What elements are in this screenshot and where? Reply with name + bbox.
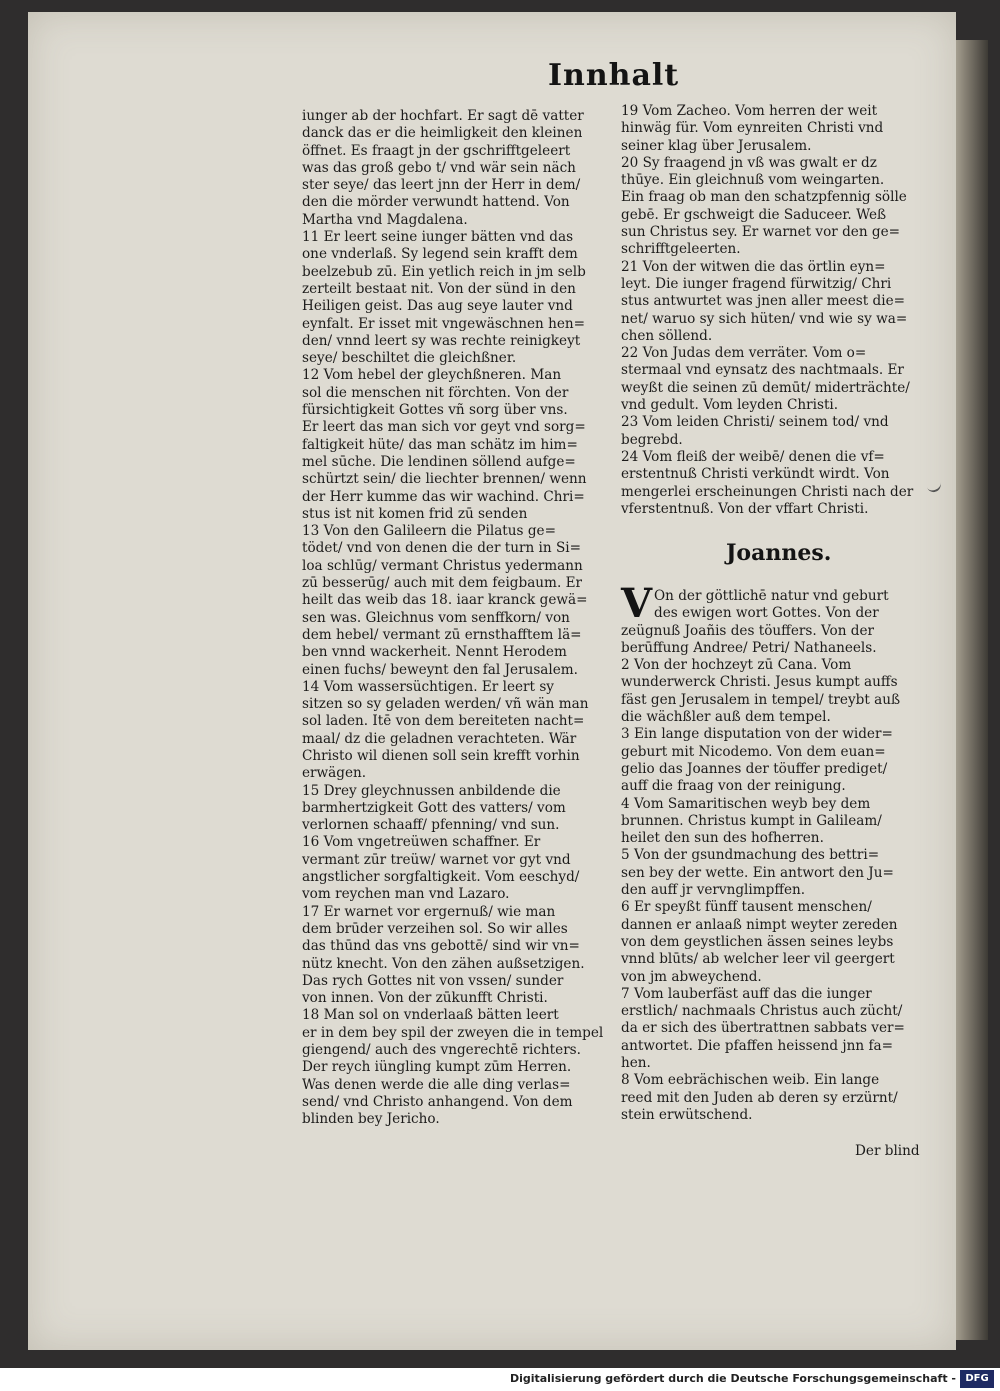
joannes-contents-block xyxy=(621,580,934,1124)
text-line: Der reych iüngling kumpt zūm Herren. xyxy=(302,1059,572,1076)
text-line: Martha vnd Magdalena. xyxy=(302,211,468,228)
text-line: iunger ab der hochfart. Er sagt dē vatter xyxy=(302,108,584,124)
text-line: 23 Vom leiden Christi/ seinem tod/ vnd xyxy=(621,414,889,431)
running-head: Innhalt xyxy=(548,58,680,93)
text-line: stein erwütschend. xyxy=(621,1106,753,1123)
text-line: sol die menschen nit förchten. Von der xyxy=(302,384,569,401)
text-line: 2 Von der hochzeyt zū Cana. Vom xyxy=(621,657,852,674)
text-line: stus antwurtet was jnen aller meest die= xyxy=(621,293,906,310)
text-line: 20 Sy fraagend jn vß was gwalt er dz xyxy=(621,154,877,171)
text-line: zeügnuß Joañis des töuffers. Von der xyxy=(621,622,875,639)
text-line: von jm abweychend. xyxy=(621,968,762,985)
text-line: 12 Vom hebel der gleychßneren. Man xyxy=(302,367,562,384)
drop-capital: V xyxy=(621,580,653,627)
text-line: tödet/ vnd von denen die der turn in Si= xyxy=(302,540,582,557)
text-line: fürsichtigkeit Gottes vñ sorg über vns. xyxy=(302,402,568,419)
text-line: seye/ beschiltet die gleichßner. xyxy=(302,350,517,367)
text-line: den/ vnnd leert sy was rechte reinigkeyt xyxy=(302,332,581,349)
text-line: send/ vnd Christo anhangend. Von dem xyxy=(302,1093,573,1110)
text-line: hinwäg für. Vom eynreiten Christi vnd xyxy=(621,120,884,137)
text-line: 8 Vom eebrächischen weib. Ein lange xyxy=(621,1072,880,1089)
text-line: Christo wil dienen soll sein krefft vorhin xyxy=(302,747,580,764)
text-line: öffnet. Es fraagt jn der gschrifftgeleert xyxy=(302,142,571,159)
text-line: der Herr kumme das wir wachind. Chri= xyxy=(302,488,585,505)
text-line: leyt. Die iunger fragend fürwitzig/ Chri xyxy=(621,275,892,292)
text-line: er in dem bey spil der zweyen die in tempel xyxy=(302,1024,604,1041)
text-line: brunnen. Christus kumpt in Galileam/ xyxy=(621,812,882,829)
text-line: dem hebel/ vermant zū ernsthafftem lä= xyxy=(302,626,582,643)
text-line: blinden bey Jericho. xyxy=(302,1111,440,1128)
text-line: 19 Vom Zacheo. Vom herren der weit xyxy=(621,103,878,119)
text-line: geburt mit Nicodemo. Von dem euan= xyxy=(621,743,886,760)
text-line: seiner klag über Jerusalem. xyxy=(621,137,812,154)
right-text-column xyxy=(621,103,934,518)
text-line: barmhertzigkeit Gott des vatters/ vom xyxy=(302,799,566,816)
text-line: Was denen werde die alle ding verlas= xyxy=(302,1076,571,1093)
text-line: erstentnuß Christi verkündt wirdt. Von xyxy=(621,466,890,483)
text-line: gebē. Er gschweigt die Saduceer. Weß xyxy=(621,206,887,223)
text-line: des ewigen wort Gottes. Von der xyxy=(654,605,879,622)
text-line: 13 Von den Galileern die Pilatus ge= xyxy=(302,523,556,540)
text-line: 21 Von der witwen die das örtlin eyn= xyxy=(621,258,886,275)
text-line: sen was. Gleichnus vom senffkorn/ von xyxy=(302,609,570,626)
text-line: was das groß gebo t/ vnd wär sein näch xyxy=(302,159,576,176)
funding-notice: Digitalisierung gefördert durch die Deutsche Forschungsgemeinschaft - xyxy=(509,1372,956,1385)
text-line: weyßt die seinen zū demūt/ miderträchte/ xyxy=(621,379,910,396)
text-line: Er leert das man sich vor geyt vnd sorg= xyxy=(302,419,586,436)
text-line: den die mörder verwundt hattend. Von xyxy=(302,194,570,211)
text-line: vermant zūr treüw/ warnet vor gyt vnd xyxy=(302,851,571,868)
text-line: 24 Vom fleiß der weibē/ denen die vf= xyxy=(621,448,885,465)
text-line: dem brūder verzeihen sol. So wir alles xyxy=(302,920,568,937)
text-line: mel sūche. Die lendinen söllend aufge= xyxy=(302,453,576,470)
digitization-footer xyxy=(0,1368,1000,1391)
text-line: giengend/ auch des vngerechtē richters. xyxy=(302,1042,581,1059)
left-text-column xyxy=(302,108,607,1129)
text-line: gelio das Joannes der töuffer prediget/ xyxy=(621,760,888,777)
text-line: den auff jr vervnglimpffen. xyxy=(621,882,806,899)
text-line: vferstentnuß. Von der vffart Christi. xyxy=(621,500,869,517)
text-line: reed mit den Juden ab deren sy erzürnt/ xyxy=(621,1089,898,1106)
text-line: 17 Er warnet vor ergernuß/ wie man xyxy=(302,903,556,920)
text-line: 7 Vom lauberfäst auff das die iunger xyxy=(621,985,872,1002)
text-line: heilet den sun des hofherren. xyxy=(621,830,824,847)
text-line: Ein fraag ob man den schatzpfennig sölle xyxy=(621,189,907,206)
catchword: Der blind xyxy=(855,1143,920,1159)
text-line: begrebd. xyxy=(621,431,683,448)
text-line: eynfalt. Er isset mit vngewäschnen hen= xyxy=(302,315,586,332)
text-line: 5 Von der gsundmachung des bettri= xyxy=(621,847,880,864)
text-line: dannen er anlaaß nimpt weyter zereden xyxy=(621,916,898,933)
text-line: danck das er die heimligkeit den kleinen xyxy=(302,125,583,142)
text-line: beelzebub zū. Ein yetlich reich in jm selb xyxy=(302,263,586,280)
text-line: 4 Vom Samaritischen weyb bey dem xyxy=(621,795,871,812)
text-line: zū besserūg/ auch mit dem feigbaum. Er xyxy=(302,575,583,592)
text-line: 14 Vom wassersüchtigen. Er leert sy xyxy=(302,678,554,695)
text-line: verlornen schaaff/ pfenning/ vnd sun. xyxy=(302,817,560,834)
text-line: zerteilt bestaat nit. Von der sünd in den xyxy=(302,280,576,297)
text-line: sun Christus sey. Er warnet vor den ge= xyxy=(621,224,901,241)
text-line: schrifftgeleerten. xyxy=(621,241,741,258)
text-line: 16 Vom vngetreüwen schaffner. Er xyxy=(302,834,541,851)
text-line: schürtzt sein/ die liechter brennen/ wenn xyxy=(302,471,587,488)
text-line: stus ist nit komen frid zū senden xyxy=(302,505,528,522)
text-line: berūffung Andree/ Petri/ Nathaneels. xyxy=(621,639,877,656)
text-line: das thūnd das vns gebottē/ sind wir vn= xyxy=(302,938,580,955)
text-line: ben vnnd wackerheit. Nennt Herodem xyxy=(302,644,567,661)
text-line: heilt das weib das 18. iaar kranck gewä= xyxy=(302,592,588,609)
text-line: vnnd blūts/ ab welcher leer vil geergert xyxy=(621,951,895,968)
text-line: sen bey der wette. Ein antwort den Ju= xyxy=(621,864,894,881)
text-line: 11 Er leert seine iunger bätten vnd das xyxy=(302,229,574,246)
text-line: loa schlūg/ vermant Christus yedermann xyxy=(302,557,583,574)
text-line: 3 Ein lange disputation von der wider= xyxy=(621,726,893,743)
text-line: von dem geystlichen ässen seines leybs xyxy=(621,933,894,950)
text-line: 15 Drey gleychnussen anbildende die xyxy=(302,782,561,799)
dfg-logo: DFG xyxy=(960,1370,994,1388)
text-line: 6 Er speyßt fünff tausent menschen/ xyxy=(621,899,872,916)
text-line: antwortet. Die pfaffen heissend jnn fa= xyxy=(621,1037,893,1054)
text-line: Das rych Gottes nit von vssen/ sunder xyxy=(302,972,564,989)
text-line: maal/ dz die geladnen verachteten. Wär xyxy=(302,730,577,747)
text-line: sol laden. Itē von dem bereiteten nacht= xyxy=(302,713,585,730)
section-title: Joannes. xyxy=(726,540,832,566)
text-line: hen. xyxy=(621,1055,651,1072)
text-line: einen fuchs/ beweynt den fal Jerusalem. xyxy=(302,661,579,678)
text-line: chen söllend. xyxy=(621,327,713,344)
text-line: one vnderlaß. Sy legend sein krafft dem xyxy=(302,246,578,263)
text-line: die wächßler auß dem tempel. xyxy=(621,709,831,726)
text-line: 18 Man sol on vnderlaaß bätten leert xyxy=(302,1007,559,1024)
text-line: da er sich des übertrattnen sabbats ver= xyxy=(621,1020,905,1037)
text-line: ster seye/ das leert jnn der Herr in dem/ xyxy=(302,177,581,194)
text-line: faltigkeit hüte/ das man schätz im him= xyxy=(302,436,578,453)
text-line: stermaal vnd eynsatz des nachtmaals. Er xyxy=(621,362,904,379)
text-line: thūye. Ein gleichnuß vom weingarten. xyxy=(621,172,885,189)
text-line: Heiligen geist. Das aug seye lauter vnd xyxy=(302,298,573,315)
text-line: erstlich/ nachmaals Christus auch zücht/ xyxy=(621,1003,903,1020)
text-line: mengerlei erscheinungen Christi nach der xyxy=(621,483,914,500)
text-line: fäst gen Jerusalem in tempel/ treybt auß xyxy=(621,691,901,708)
text-line: angstlicher sorgfaltigkeit. Vom eeschyd/ xyxy=(302,869,580,886)
text-line: auff die fraag von der reinigung. xyxy=(621,778,846,795)
text-line: On der göttlichē natur vnd geburt xyxy=(654,588,889,604)
text-line: wunderwerck Christi. Jesus kumpt auffs xyxy=(621,674,898,691)
text-line: net/ waruo sy sich hüten/ vnd wie sy wa= xyxy=(621,310,908,327)
text-line: von innen. Von der zūkunfft Christi. xyxy=(302,990,548,1007)
text-line: vom reychen man vnd Lazaro. xyxy=(302,886,510,903)
text-line: vnd gedult. Vom leyden Christi. xyxy=(621,397,839,414)
text-line: 22 Von Judas dem verräter. Vom o= xyxy=(621,345,867,362)
text-line: sitzen so sy geladen werden/ vñ wän man xyxy=(302,696,589,713)
text-line: erwägen. xyxy=(302,765,367,782)
text-line: nütz knecht. Von den zähen außsetzigen. xyxy=(302,955,585,972)
